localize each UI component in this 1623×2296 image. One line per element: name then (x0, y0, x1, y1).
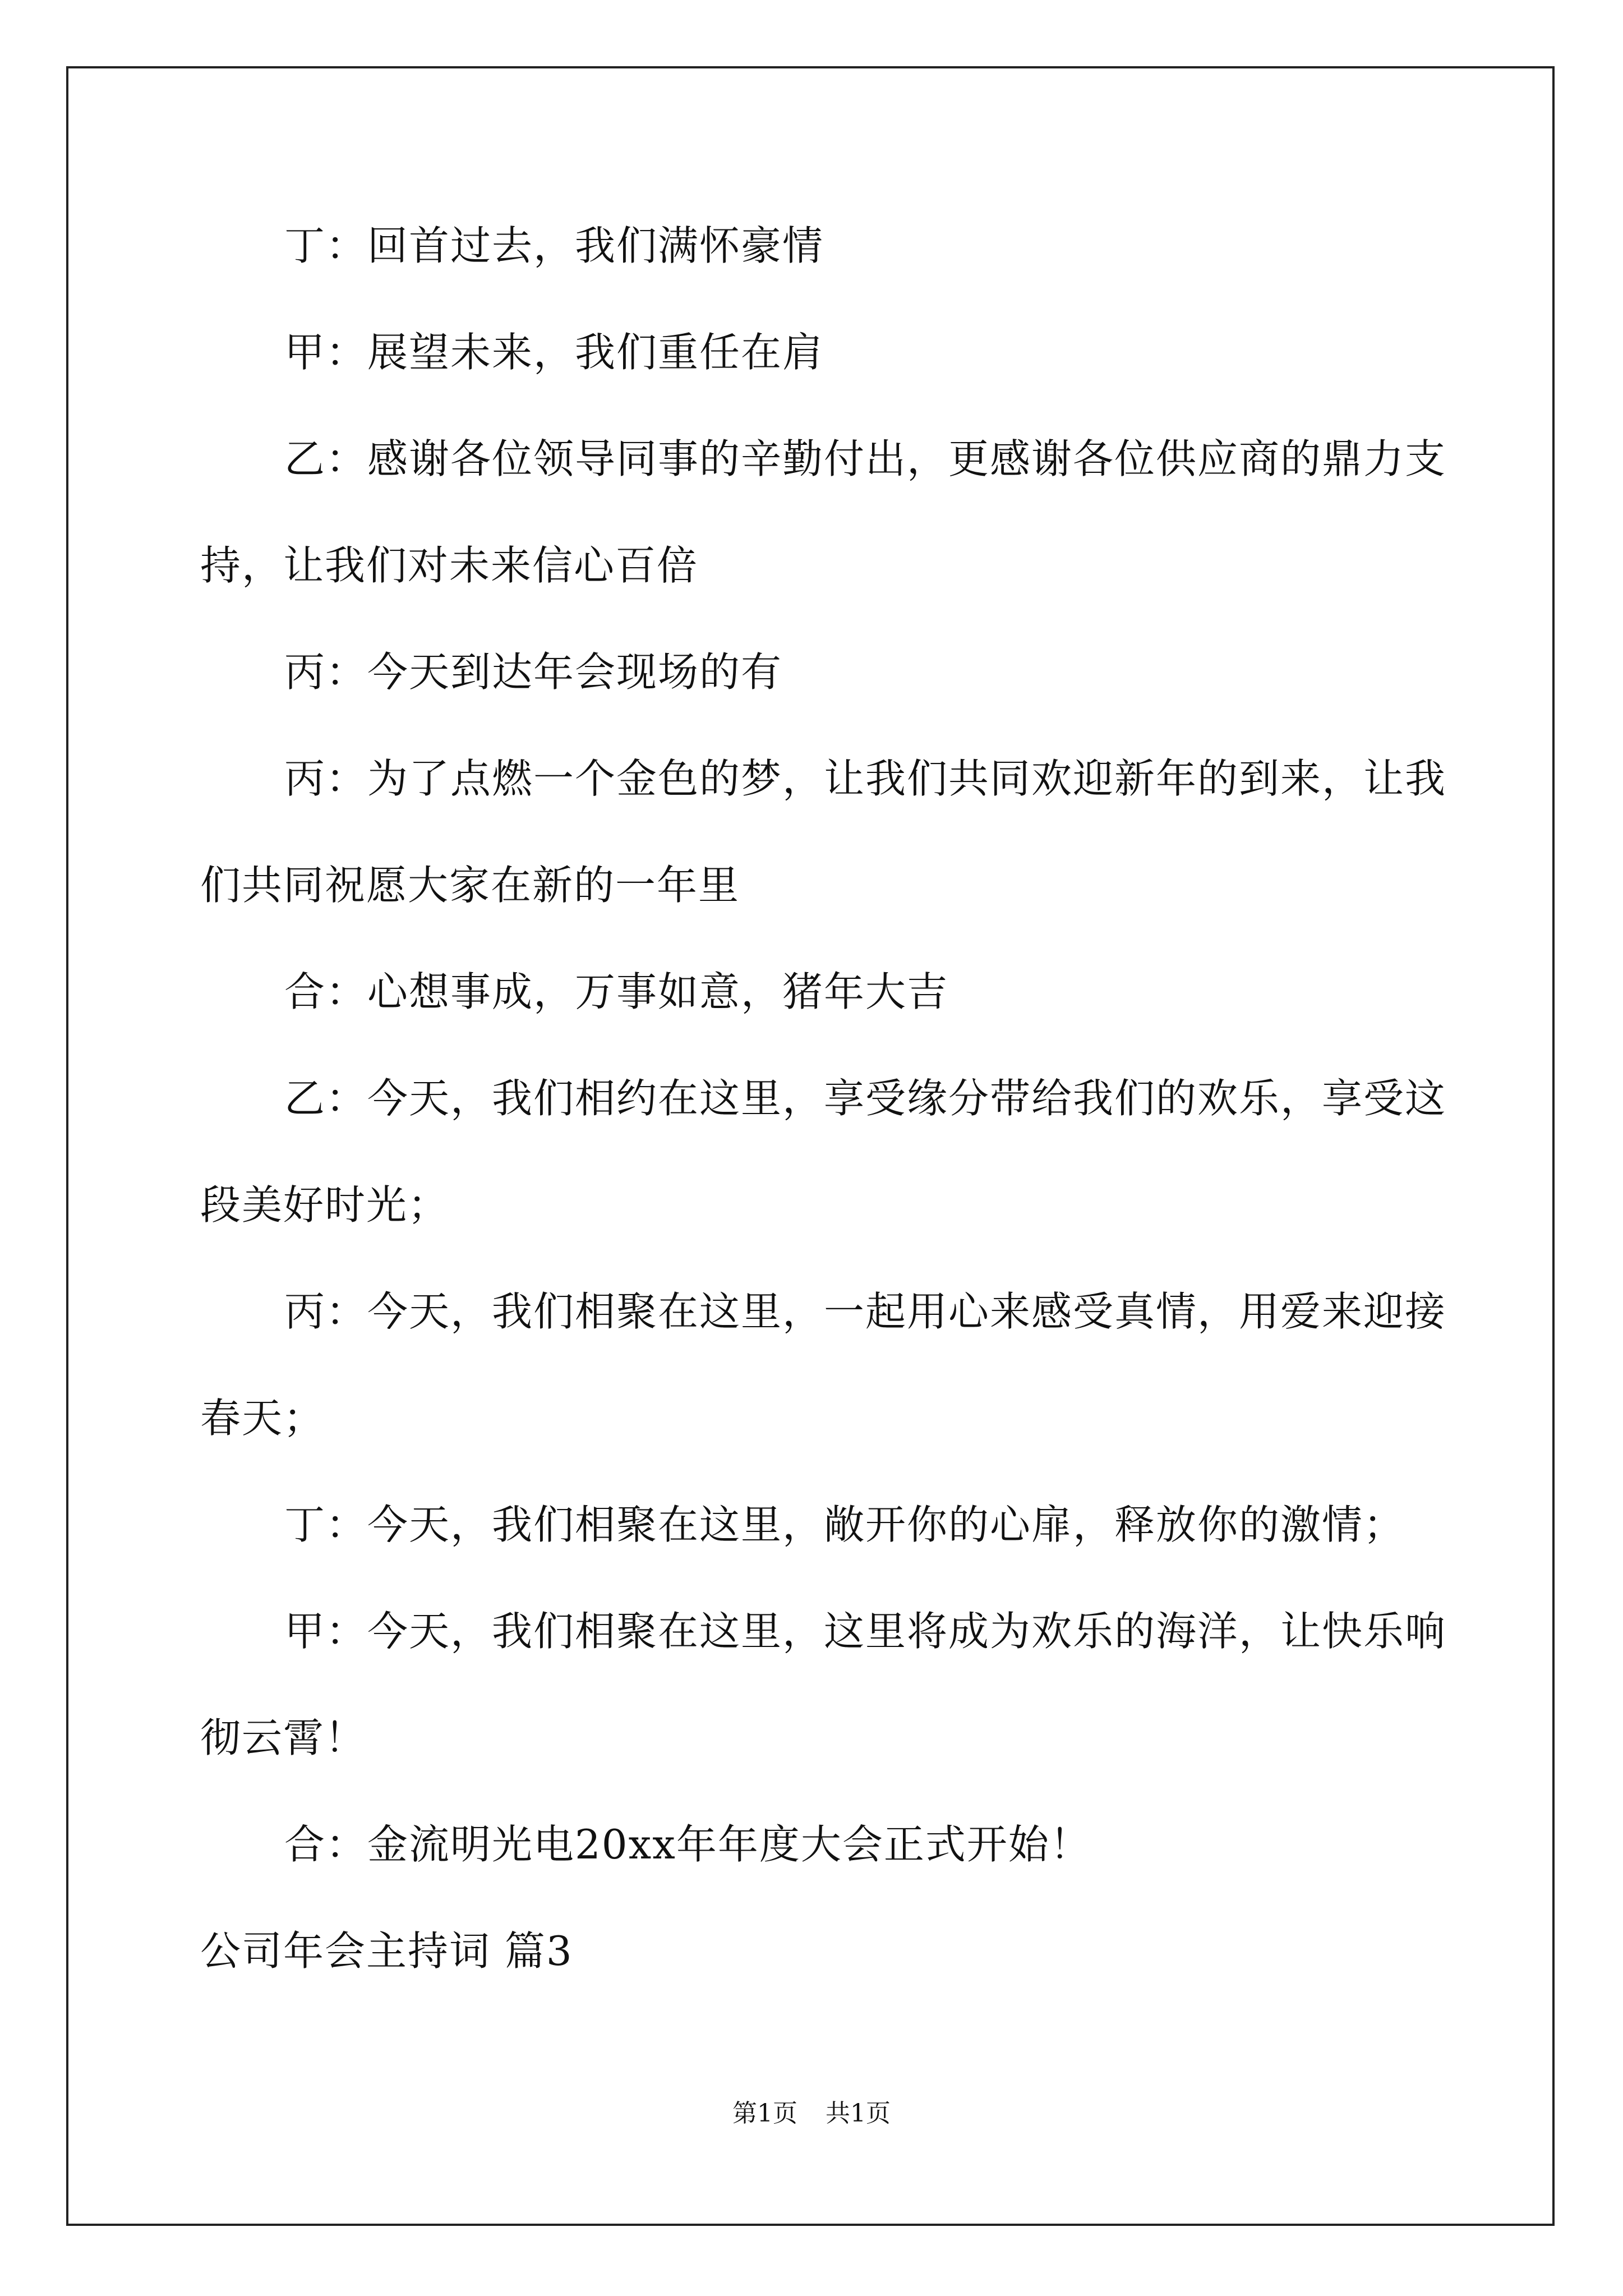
page-footer (0, 2097, 1623, 2131)
paragraph-line: 甲：展望未来，我们重任在肩 (284, 329, 824, 376)
section-heading: 公司年会主持词 篇3 (200, 1927, 573, 1975)
paragraph-line: 甲：今天，我们相聚在这里，这里将成为欢乐的海洋，让快乐响 (284, 1608, 1447, 1655)
page-border (66, 66, 1555, 2226)
paragraph-line: 段美好时光； (200, 1181, 450, 1228)
paragraph-line: 乙：感谢各位领导同事的辛勤付出，更感谢各位供应商的鼎力支 (284, 435, 1447, 482)
paragraph-line: 合：金流明光电20xx年年度大会正式开始！ (284, 1821, 1091, 1868)
paragraph-line: 持，让我们对未来信心百倍 (200, 542, 699, 589)
paragraph-line: 丙：今天到达年会现场的有 (284, 648, 783, 696)
paragraph-line: 们共同祝愿大家在新的一年里 (200, 862, 740, 909)
paragraph-line: 合：心想事成，万事如意，猪年大吉 (284, 968, 949, 1015)
paragraph-line: 丁：回首过去，我们满怀豪情 (284, 222, 824, 269)
paragraph-line: 乙：今天，我们相约在这里，享受缘分带给我们的欢乐，享受这 (284, 1075, 1447, 1122)
paragraph-line: 丁：今天，我们相聚在这里，敞开你的心扉，释放你的激情； (284, 1501, 1405, 1548)
paragraph-line: 春天； (200, 1395, 325, 1442)
page-number-total: 共1页 (826, 2099, 891, 2128)
page-number-current: 第1页 (732, 2099, 797, 2128)
paragraph-line: 丙：今天，我们相聚在这里，一起用心来感受真情，用爱来迎接 (284, 1288, 1447, 1335)
paragraph-line: 丙：为了点燃一个金色的梦，让我们共同欢迎新年的到来，让我 (284, 755, 1447, 802)
paragraph-line: 彻云霄！ (200, 1714, 367, 1761)
